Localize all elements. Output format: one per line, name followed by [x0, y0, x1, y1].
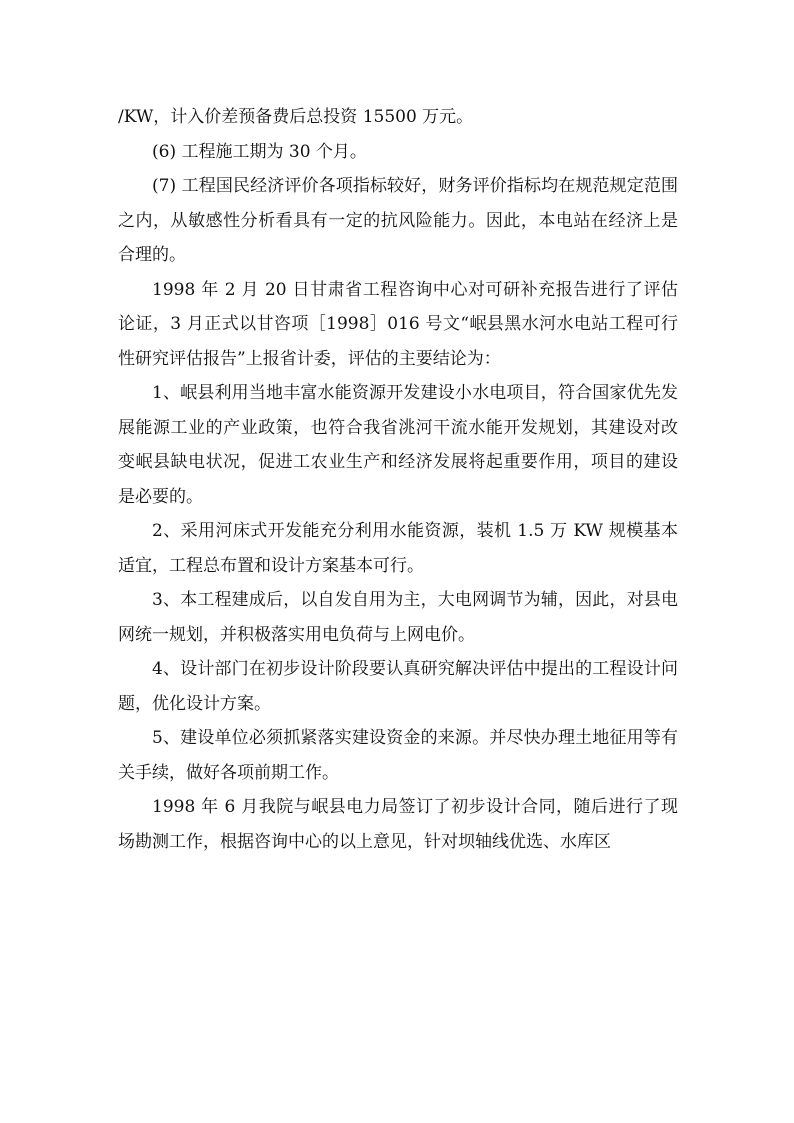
paragraph-conclusion-5: 5、建设单位必须抓紧落实建设资金的来源。并尽快办理土地征用等有关手续，做好各项前期工作。 — [118, 728, 678, 783]
paragraph-design-contract: 1998 年 6 月我院与岷县电力局签订了初步设计合同，随后进行了现场勘测工作，根据咨询中心的以上意见，针对坝轴线优选、水库区 — [118, 797, 678, 852]
paragraph-conclusion-1: 1、岷县利用当地丰富水能资源开发建设小水电项目，符合国家优先发展能源工业的产业政策，也符合我省洮河干流水能开发规划，其建设对改变岷县缺电状况，促进工农业生产和经济发展将起重要作用，项目的建设是必要的。 — [118, 383, 678, 507]
body-text — [118, 100, 678, 859]
paragraph-conclusion-2: 2、采用河床式开发能充分利用水能资源，装机 1.5 万 KW 规模基本适宜，工程总布置和设计方案基本可行。 — [118, 521, 678, 576]
paragraph-conclusion-3: 3、本工程建成后，以自发自用为主，大电网调节为辅，因此，对县电网统一规划，并积极落实用电负荷与上网电价。 — [118, 590, 678, 645]
paragraph-item-7: (7) 工程国民经济评价各项指标较好，财务评价指标均在规范规定范围之内，从敏感性分析看具有一定的抗风险能力。因此，本电站在经济上是合理的。 — [118, 176, 678, 265]
paragraph-evaluation-intro: 1998 年 2 月 20 日甘肃省工程咨询中心对可研补充报告进行了评估论证，3 月正式以甘咨项［1998］016 号文“岷县黑水河水电站工程可行性研究评估报告”上报省计委，评估的主要结论为： — [118, 279, 678, 369]
paragraph-item-6: (6) 工程施工期为 30 个月。 — [152, 141, 367, 162]
paragraph-investment-continuation: /KW，计入价差预备费后总投资 15500 万元。 — [118, 107, 474, 127]
paragraph-conclusion-4: 4、设计部门在初步设计阶段要认真研究解决评估中提出的工程设计问题，优化设计方案。 — [118, 659, 678, 714]
